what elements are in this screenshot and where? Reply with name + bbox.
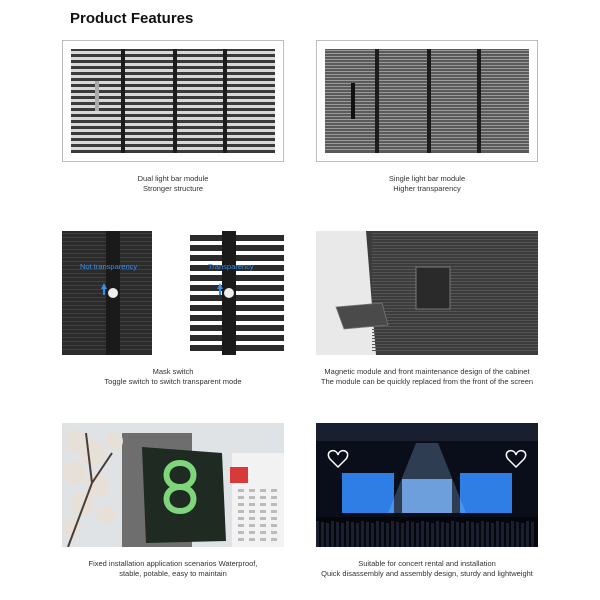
feature-image-fixed-installation: [62, 423, 284, 547]
feature-caption-line2: Stronger structure: [142, 183, 204, 193]
feature-caption-line2: Higher transparency: [393, 183, 461, 193]
feature-image-dual-light-bar: [62, 40, 284, 162]
feature-caption-3: [43, 367, 303, 386]
feature-caption-1: [43, 174, 303, 193]
feature-caption-2: [297, 174, 557, 193]
overlay-label-transparency: Transparency: [208, 262, 254, 271]
feature-caption-line1: Magnetic module and front maintenance design of the cabinet: [324, 367, 530, 376]
feature-caption-line1: Fixed installation application scenarios Waterproof,: [88, 559, 258, 568]
feature-caption-5: [43, 559, 303, 578]
feature-caption-line2: Quick disassembly and assembly design, sturdy and lightweight: [321, 568, 533, 578]
page-title: Product Features: [70, 10, 194, 27]
feature-caption-line2: Toggle switch to switch transparent mode: [104, 376, 242, 386]
feature-caption-line2: stable, potable, easy to maintain: [119, 568, 227, 578]
feature-caption-line1: Mask switch: [152, 367, 194, 376]
overlay-label-not-transparency: Not transparency: [80, 262, 138, 271]
feature-caption-4: [297, 367, 557, 386]
feature-caption-line2: The module can be quickly replaced from the front of the screen: [320, 376, 534, 386]
feature-caption-line1: Single light bar module: [388, 174, 466, 183]
feature-caption-line1: Dual light bar module: [137, 174, 209, 183]
feature-caption-6: [297, 559, 557, 578]
feature-image-concert-rental: [316, 423, 538, 547]
feature-image-single-light-bar: [316, 40, 538, 162]
feature-caption-line1: Suitable for concert rental and installation: [358, 559, 496, 568]
feature-image-magnetic-module: [316, 231, 538, 355]
feature-image-mask-switch: [62, 231, 284, 355]
